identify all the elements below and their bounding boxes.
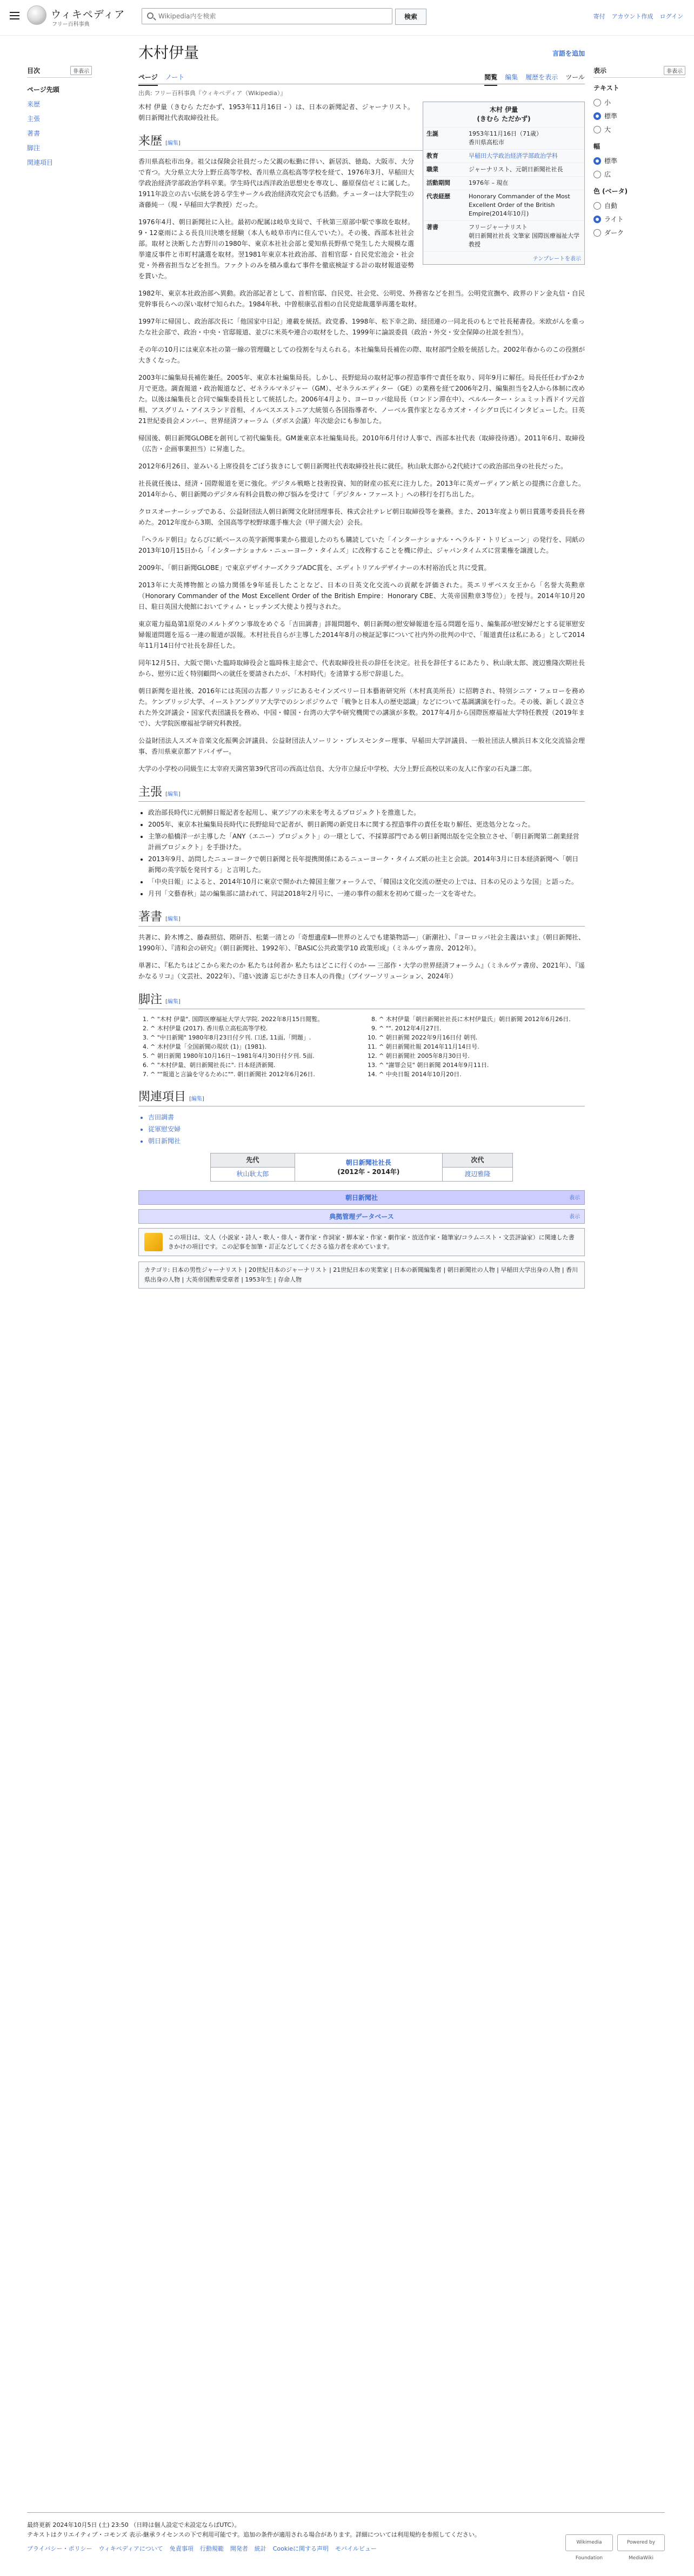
reference-item: 1. ^ "木村 伊量". 国際医療福祉大学大学院. 2022年8月15日閲覧。 [150,1015,356,1024]
reference-item: 8. ^ 木村伊量「朝日新聞社社長に木村伊量氏」朝日新聞 2012年6月26日. [379,1015,585,1024]
claim-item: • 月刊「文藝春秋」誌の編集部に請われて、同誌2018年2月号に、一連の事件の顛末を初めて綴った一文を寄せた。 [148,888,585,899]
section-heading-related: 関連項目 [編集] [138,1088,585,1106]
color-dark[interactable] [593,226,685,239]
edit-link[interactable]: 編集 [167,791,178,797]
toc-header [27,66,92,78]
radio-icon[interactable] [593,171,601,178]
footer-link[interactable]: 統計 [254,2545,266,2552]
option-label: 自動 [604,202,618,210]
career-paragraph: 1997年に帰国し、政治部次長に「他国家中日記」連載を統括。政党番、1998年、松下幸之助、経団連の一同北長のもとで社長秘書役。米欧がんを重ったな社会部で、政治・中央・官邸報道、並びに米英や連合の取材をした、1999年に論説委員（政治・外交・安全保障の社説を担当）。 [138,318,585,336]
related-link[interactable]: • 従軍慰安婦 [148,1124,585,1135]
navbox-title [139,1210,584,1223]
claim-item: • 「中央日報」によると、2014年10月に東京で開かれた韓国主催フォーラムで、「韓国は文化交流の歴史の上では、日本の兄のような国」と語った。 [148,876,585,887]
next-label: 次代 [442,1153,512,1168]
edit-link[interactable]: 編集 [191,1096,202,1102]
navbox-toggle[interactable]: 表示 [569,1214,580,1220]
footer [27,2512,665,2561]
width-label: 幅 [593,143,600,150]
width-wide[interactable] [593,167,685,181]
tab-tools[interactable]: ツール [565,73,585,81]
books-paragraph: 共著に、鈴木博之、藤森照信、隈研吾、松葉一清との「奇想遺産Ⅱ―世界のとんでも建築物語―」（新潮社）、『ヨーロッパ社会主義はいま』（朝日新聞社、1990年）、『清和会の研究』（朝日新聞社、1992年）、『BASIC公共政策学10 政策形成』（ミネルヴァ書房、2012年）。 [138,934,585,952]
source-line: 出典: フリー百科事典『ウィキペディア（Wikipedia）』 [138,90,286,97]
infobox-value: Honorary Commander of the Most Excellent Order of the British Empire(2014年10月) [469,193,570,217]
appearance-hide-button[interactable]: 非表示 [664,66,685,75]
claims-list [148,807,585,899]
reference-item: 2. ^ 木村伊量 (2017). 香川県立高松高等学校. [150,1024,356,1033]
option-label: 小 [604,99,611,106]
wikimedia-badge[interactable]: Wikimedia Foundation [565,2534,613,2551]
personal-tools [593,12,683,21]
infobox-key: 活動期間 [426,179,450,186]
reference-item: 12. ^ 朝日新聞社 2005年8月30日号. [379,1051,585,1061]
header [0,0,694,36]
color-label: 色 (ベータ) [593,187,628,195]
footer-link[interactable]: 行動規範 [199,2545,224,2552]
tab-edit[interactable]: 編集 [505,73,518,81]
reference-list [150,1015,356,1079]
toc-title: 目次 [27,67,41,75]
reference-item: 9. ^ "". 2012年4月27日. [379,1024,585,1033]
toc-hide-button[interactable]: 非表示 [70,66,92,75]
radio-selected-icon[interactable] [593,216,601,223]
prev-holder[interactable]: 秋山耿太郎 [211,1168,295,1182]
career-paragraph: 大学の小学校の同級生に太宰府天満宮第39代宮司の西高辻信良、大分市立緑丘中学校、大分上野丘高校以来の友人に作家の石丸謙二郎。 [138,765,536,773]
infobox-value: ジャーナリスト、元朝日新聞社社長 [469,166,563,173]
heading-text: 脚注 [138,992,163,1006]
infobox-value: フリージャーナリスト 朝日新聞社社長 文筆家 国際医療福祉大学教授 [469,224,579,248]
infobox-row [423,176,584,190]
toc-item-claims[interactable]: 主張 [27,115,41,123]
career-paragraph: その年の10月には東京本社の第一線の管理職としての役割を与えられる。本社編集局長補佐の際、取材部門全般を統括した。2002年春からのこの役割が大きくなった。 [138,346,585,364]
career-paragraph: 『ヘラルド朝日』ならびに紙ベースの英字新聞事業から撤退したのちも購読していた「インターナショナル・ヘラルド・トリビューン」の発行を、同紙の2013年10月15日から「インターナショナル・ニューヨーク・タイムズ」に改称することを機に停止、ジャパンタイムズに営業権を譲渡した。 [138,536,585,554]
infobox-key: 代表経歴 [426,193,450,200]
career-paragraph: 同年12月5日、大阪で開いた臨時取締役会と臨時株主総会で、代表取締役社長の辞任を決定。社長を辞任するにあたり、秋山耿太郎、渡辺雅隆次期社長から、慰労に近く特別顧問への就任を要請されたが、「木村時代」を清算する形で辞退した。 [138,659,585,677]
footer-link[interactable]: 開発者 [230,2545,248,2552]
career-paragraph: 1976年4月、朝日新聞社に入社。最初の配属は岐阜支局で、千秋第三原部中駅で事故を取材。9・12豪雨による長良川決壊を経験（本人も岐阜市内に住んでいた）。その後、西部本社社会部。取材と決断した吉野川の1980年、東京本社社会部と愛知県長野県で発生した大規模な選挙違反事件と市町村議選を取材。翌1981年東京本社政治部、首相官邸・自民党宏池会・社会党・外務省担当などを担当。ファクトのみを積み重ねて事件を徹底検証する計の取材報道姿勢を貫いた。 [138,218,414,280]
infobox-row [423,149,584,163]
claim-item: • 主筆の船橋洋一が主導した「ANY（エニー）プロジェクト」の一環として、不採算部門である朝日新聞出版を完全独立させ、「朝日新聞第二創業経営計画プロジェクト」を手掛けた。 [148,831,585,853]
create-account-link[interactable]: アカウント作成 [611,13,653,20]
navbox-title-text[interactable]: 典拠管理データベース [329,1213,394,1220]
footer-badges [565,2534,665,2561]
navbox-asahi [138,1190,585,1205]
infobox-key: 生誕 [426,130,438,137]
tab-read[interactable]: 閲覧 [484,72,497,86]
lead-paragraph: 木村 伊量（きむら ただかず、1953年11月16日 - ）は、日本の新聞記者、ジャーナリスト。朝日新聞社代表取締役社長。 [138,103,414,122]
option-label: 大 [604,126,611,133]
table-of-contents [27,66,92,170]
reference-item: 11. ^ 朝日新聞社報 2014年11月14日号. [379,1042,585,1051]
references [138,1015,585,1079]
prev-label: 先代 [211,1153,295,1168]
office-term: (2012年 - 2014年) [337,1168,400,1176]
navbox-title-text[interactable]: 朝日新聞社 [345,1194,378,1202]
navbox-authority [138,1209,585,1224]
reference-item: 4. ^ 木村伊量「全国新聞の現状 (1)」(1981). [150,1042,356,1051]
tagline: フリー百科事典 [52,22,90,28]
books-section [138,932,585,982]
add-language-button[interactable]: 言語を追加 [552,50,585,57]
infobox-row [423,190,584,220]
reference-item: 3. ^ "中日新聞" 1980年8月23日付夕刊. 口述, 11面,「問題」. [150,1033,356,1042]
option-label: 広 [604,171,611,178]
claim-item: • 2013年9月、訪問したニューヨークで朝日新聞と長年提携関係にあるニューヨーク・タイムズ紙の社主と会談。2014年3月に日本経済新聞へ「朝日新聞の英字版を発刊する」と言明した。 [148,854,585,875]
navbox-toggle[interactable]: 表示 [569,1195,580,1201]
reference-list [379,1015,585,1079]
reference-item: 7. ^ ""報道と言論を守るために"". 朝日新聞社 2012年6月26日. [150,1070,356,1079]
edit-link[interactable]: 編集 [167,916,178,922]
career-paragraph: 社長就任後は、経済・国際報道を更に強化。デジタル戦略と技術投資、知的財産の拡充に注力した。2013年に英ガーディアン紙との提携に合意した。2014年から、朝日新聞のデジタル有料会員数の伸び悩みを受けて「デジタル・ファースト」への移行を打ち出した。 [138,480,585,498]
related-link[interactable]: • 吉田調書 [148,1112,585,1123]
career-paragraph: 2003年に編集局長補佐兼任。2005年、東京本社編集局長。しかし、長野総局の取材記事の捏造事件で責任を取り、同年9月に解任。局長任任わずか2カ月で更迭。調査報道・政治報道など、ゼネラルマネジャー（GM）、ゼネラルエディター（GE）の業務を経て2006年2月、編集担当を2人から体制に改めた。以後は編集長と合同で編集委員長として統括した。2006年4月より、ヨーロッパ総局長（ロンドン滞在中）、ペルルーター・シュミット西ドイツ元首相、アスグリム・アイスランド首相、イルベスエストニア大統領ら各国指導者や、ノーベル賞作家となるカズオ・イシグロ氏にインタビューした。日英21世紀委員会メンバー、世界経済フォーラム（ダボス会議）年次総会にも参加した。 [138,374,585,425]
radio-icon[interactable] [593,99,601,106]
career-paragraph: 1982年、東京本社政治部へ異動。政治部記者として、首相官邸、自民党、社会党、公明党、外務省などを担当。公明党宣撫や、政界のドン金丸信・自民党幹事長らへの深い取材で知られた。1984年秋、中曽根康弘首相の自民党総裁選挙再選を取材。 [138,290,585,308]
heading-text: 関連項目 [138,1090,186,1103]
books-paragraph: 単著に、『私たちはどこから来たのか 私たちは何者か 私たちはどこに行くのか ― 三部作・大学の世界経済フォーラム』（ミネルヴァ書房、2021年）、『遥かなるリコ』（文芸社、2022年）、『遠い波濤 忘じがたき日本人の肖像』（ブイツーソリューション、2024年） [138,962,585,980]
footer-link[interactable]: ウィキペディアについて [98,2545,163,2552]
infobox-row [423,220,584,251]
reference-item: 13. ^ "謝罪会見" 朝日新聞 2014年9月11日. [379,1061,585,1070]
section-heading-books: 著書 [編集] [138,908,585,927]
infobox-key: 著書 [426,224,438,231]
section-heading-career: 来歴 [編集] [138,132,585,151]
career-paragraph: 東京電力福島第1原発のメルトダウン事故をめぐる「吉田調書」詳報問題や、朝日新聞の慰安婦報道を巡る問題を巡り、編集部が慰安婦だとする従軍慰安婦報道問題を巡る一連の報道が誤報。木村社長自らが主導した2014年8月の検証記事について社内外の批判の中で、「報道責任は私にある」として2014年11月14日付で社長を辞任した。 [138,620,585,649]
color-auto[interactable] [593,199,685,212]
office-name[interactable]: 朝日新聞社社長 [345,1158,391,1166]
tab-talk[interactable]: ノート [165,73,185,81]
reference-item: 5. ^ 朝日新聞 1980年10月16日〜1981年4月30日付夕刊. 5面. [150,1051,356,1061]
toc-item-related[interactable]: 関連項目 [27,159,54,166]
career-paragraph: 香川県高松市出身。祖父は保険会社員だった父親の転勤に伴い、新居浜、徳島、大阪市、大分で育つ。大分県立大分上野丘高等学校、香川県立高松高等学校を経て、1976年3月、早稲田大学政治経済学部政治学科卒業。学生時代は西洋政治思想史を専攻し、藤原保信ゼミに属した。1911年設立の古い伝統を誇る学生サークル政治経済攻究会でも活動。チューターは大学院生の斎藤純一（現・早稲田大学教授）だった。 [138,158,414,209]
career-paragraph: クロスオーナーシップである、公益財団法人朝日新聞文化財団理事長、株式会社テレビ朝日取締役等を兼務。また、2013年度より朝日賞選考委員長を務めた。2012年度から3期、全国高等学校野球選手権大会（甲子園大会）会長。 [138,508,585,526]
appearance-panel [593,66,685,239]
donate-link[interactable]: 寄付 [593,13,605,20]
footer-link[interactable]: プライバシー・ポリシー [27,2545,92,2552]
wordmark[interactable]: ウィキペディア [51,9,125,21]
edit-link[interactable]: 編集 [167,999,178,1005]
footer-link[interactable]: Cookieに関する声明 [272,2545,329,2552]
text-size-label: テキスト [593,84,619,92]
license-text: テキストはクリエイティブ・コモンズ 表示-継承ライセンスの下で利用可能です。追加の条件が適用される場合があります。詳細については利用規約を参照してください。 [27,2531,481,2538]
edit-link[interactable]: 編集 [167,140,178,146]
reference-item: 14. ^ 中央日報 2014年10月20日. [379,1070,585,1079]
search-icon [147,12,154,19]
succession-box [210,1153,513,1182]
career-paragraph: 2013年に大英博物館との協力関係を9年延長したことなど、日本の日英文化交流への貢献を評価された。英エリザベス女王から「名誉大英勲章（Honorary Commander of the Most Excellent Order of the British Empire：Honorary CBE、大英帝国勲章3等位）」を授与。2014年10月20日、駐日英国大使館においてティム・ヒッチンズ大使より授与された。 [138,581,585,611]
toc-item-top[interactable]: ページ先頭 [27,86,59,93]
next-holder[interactable]: 渡辺雅隆 [442,1168,512,1182]
search-box [142,8,417,24]
infobox-row [423,127,584,149]
page-title: 木村伊量 [138,45,199,62]
category-links[interactable]: カテゴリ: 日本の男性ジャーナリスト | 20世紀日本のジャーナリスト | 21世紀日本の実業家 | 日本の新聞編集者 | 朝日新聞社の人物 | 早稲田大学出身の人物 | 香川県出身の人物 | 大英帝国勲章受章者 | 1953年生 | 存命人物 [138,1262,585,1289]
reference-item: 6. ^ "木村伊量、朝日新聞社長に". 日本経済新聞. [150,1061,356,1070]
section-heading-notes: 脚注 [編集] [138,990,585,1009]
footer-link[interactable]: 免責事項 [169,2545,193,2552]
toc-item-books[interactable]: 著書 [27,130,41,137]
show-template-link[interactable]: テンプレートを表示 [423,251,584,264]
career-paragraph: 公益財団法人スズキ音楽文化振興会評議員、公益財団法人ソーリン・プレスセンター理事、早稲田大学評議員、一般社団法人横浜日本文化交流協会理事、香川県東京都アドバイザー。 [138,737,585,755]
search-button[interactable]: 検索 [395,9,426,25]
heading-text: 来歴 [138,134,163,147]
related-link[interactable]: • 朝日新聞社 [148,1136,585,1146]
color-light[interactable] [593,212,685,226]
related-list [148,1112,585,1146]
radio-icon[interactable] [593,202,601,210]
main-content [138,43,585,1294]
infobox-value[interactable]: 早稲田大学政治経済学部政治学科 [469,152,558,159]
radio-icon[interactable] [593,126,601,133]
text-size-standard[interactable] [593,109,685,123]
radio-icon[interactable] [593,229,601,237]
page-tabs [138,68,585,84]
infobox-title: 木村 伊量 (きむら ただかず) [477,106,531,123]
stub-text: この項目は、文人（小説家・詩人・歌人・俳人・著作家・作詞家・脚本家・作家・劇作家・放送作家・随筆家/コラムニスト・文芸評論家）に関連した書きかけの項目です。この記事を加筆・訂正などしてくださる協力者を求めています。 [168,1234,575,1250]
width-standard[interactable] [593,154,685,167]
infobox-row [423,163,584,176]
mediawiki-badge[interactable]: Powered by MediaWiki [617,2534,665,2551]
option-label: 標準 [604,157,618,165]
option-label: ライト [604,216,624,223]
career-paragraph: 2012年6月26日、並みいる上席役員をごぼう抜きにして朝日新聞社代表取締役社長に就任。秋山耿太郎から2代続けての政治部出身の社長だった。 [138,462,568,470]
section-heading-claims: 主張 [編集] [138,783,585,802]
stub-notice [138,1228,585,1256]
text-size-large[interactable] [593,123,685,136]
search-input[interactable] [158,11,342,21]
career-paragraph: 2009年、「朝日新聞GLOBE」で東京デザイナーズクラブADC賞を、エディトリアルデザイナーの木村裕治氏と共に受賞。 [138,564,491,572]
career-paragraph: 朝日新聞を退社後、2016年には英国の古都ノリッジにあるセインズベリー日本藝術研究所（木村真美所長）に招聘され、特別シニア・フェローを務めた。ケンブリッジ大学、イーストアングリア大学でのシンポジウムで「戦争と日本人の歴史認識」などについて基調講演を行った。その後、新しく設立された外交評議会・国家代表団議長を務め、中国・韓国・台湾の大学や研究機関での講演が多数。2017年4月から国際医療福祉大学特任教授（2019年まで）、大学院医療福祉学研究科教授。 [138,687,585,727]
career-paragraph: 帰国後、朝日新聞GLOBEを創刊して初代編集長。GM兼東京本社編集局長。2010年6月付け人事で、西部本社代表（取締役待遇）。2011年6月、取締役（広告・企画事業担当）に昇進した。 [138,434,585,453]
reference-item: 10. ^ 朝日新聞 2022年9月16日付 朝刊. [379,1033,585,1042]
heading-text: 主張 [138,785,163,799]
option-label: 標準 [604,112,618,120]
infobox-value: 1953年11月16日（71歳） 香川県高松市 [469,130,542,146]
navbox-title [139,1191,584,1204]
tab-history[interactable]: 履歴を表示 [525,73,558,81]
radio-selected-icon[interactable] [593,112,601,120]
infobox [423,102,585,265]
last-modified: 最終更新 2024年10月5日 (土) 23:50 （日時は個人設定で未設定ならばUTC）。 [27,2521,241,2528]
infobox-key: 職業 [426,166,438,173]
pencil-icon [144,1233,163,1251]
infobox-key: 教育 [426,152,438,159]
option-label: ダーク [604,229,624,237]
appearance-title: 表示 [593,67,607,75]
radio-selected-icon[interactable] [593,157,601,165]
claim-item: • 2005年、東京本社編集局長時代に長野総局で記者が、朝日新聞の新党日本に関する捏造事件の責任を取り解任、更迭処分となった。 [148,819,585,830]
heading-text: 著書 [138,910,163,923]
appearance-header [593,66,685,78]
main-menu-button[interactable] [10,12,19,19]
infobox-value: 1976年 – 現在 [469,179,509,186]
footer-link[interactable]: モバイルビュー [335,2545,377,2552]
toc-item-career[interactable]: 来歴 [27,100,41,108]
text-size-small[interactable] [593,96,685,109]
toc-item-notes[interactable]: 脚注 [27,144,41,152]
tab-page[interactable]: ページ [138,72,158,86]
claim-item: • 政治部長時代に元朝鮮日報記者を起用し、東アジアの未来を考えるプロジェクトを推進した。 [148,807,585,818]
login-link[interactable]: ログイン [659,13,683,20]
wikipedia-globe-logo[interactable] [27,5,46,25]
